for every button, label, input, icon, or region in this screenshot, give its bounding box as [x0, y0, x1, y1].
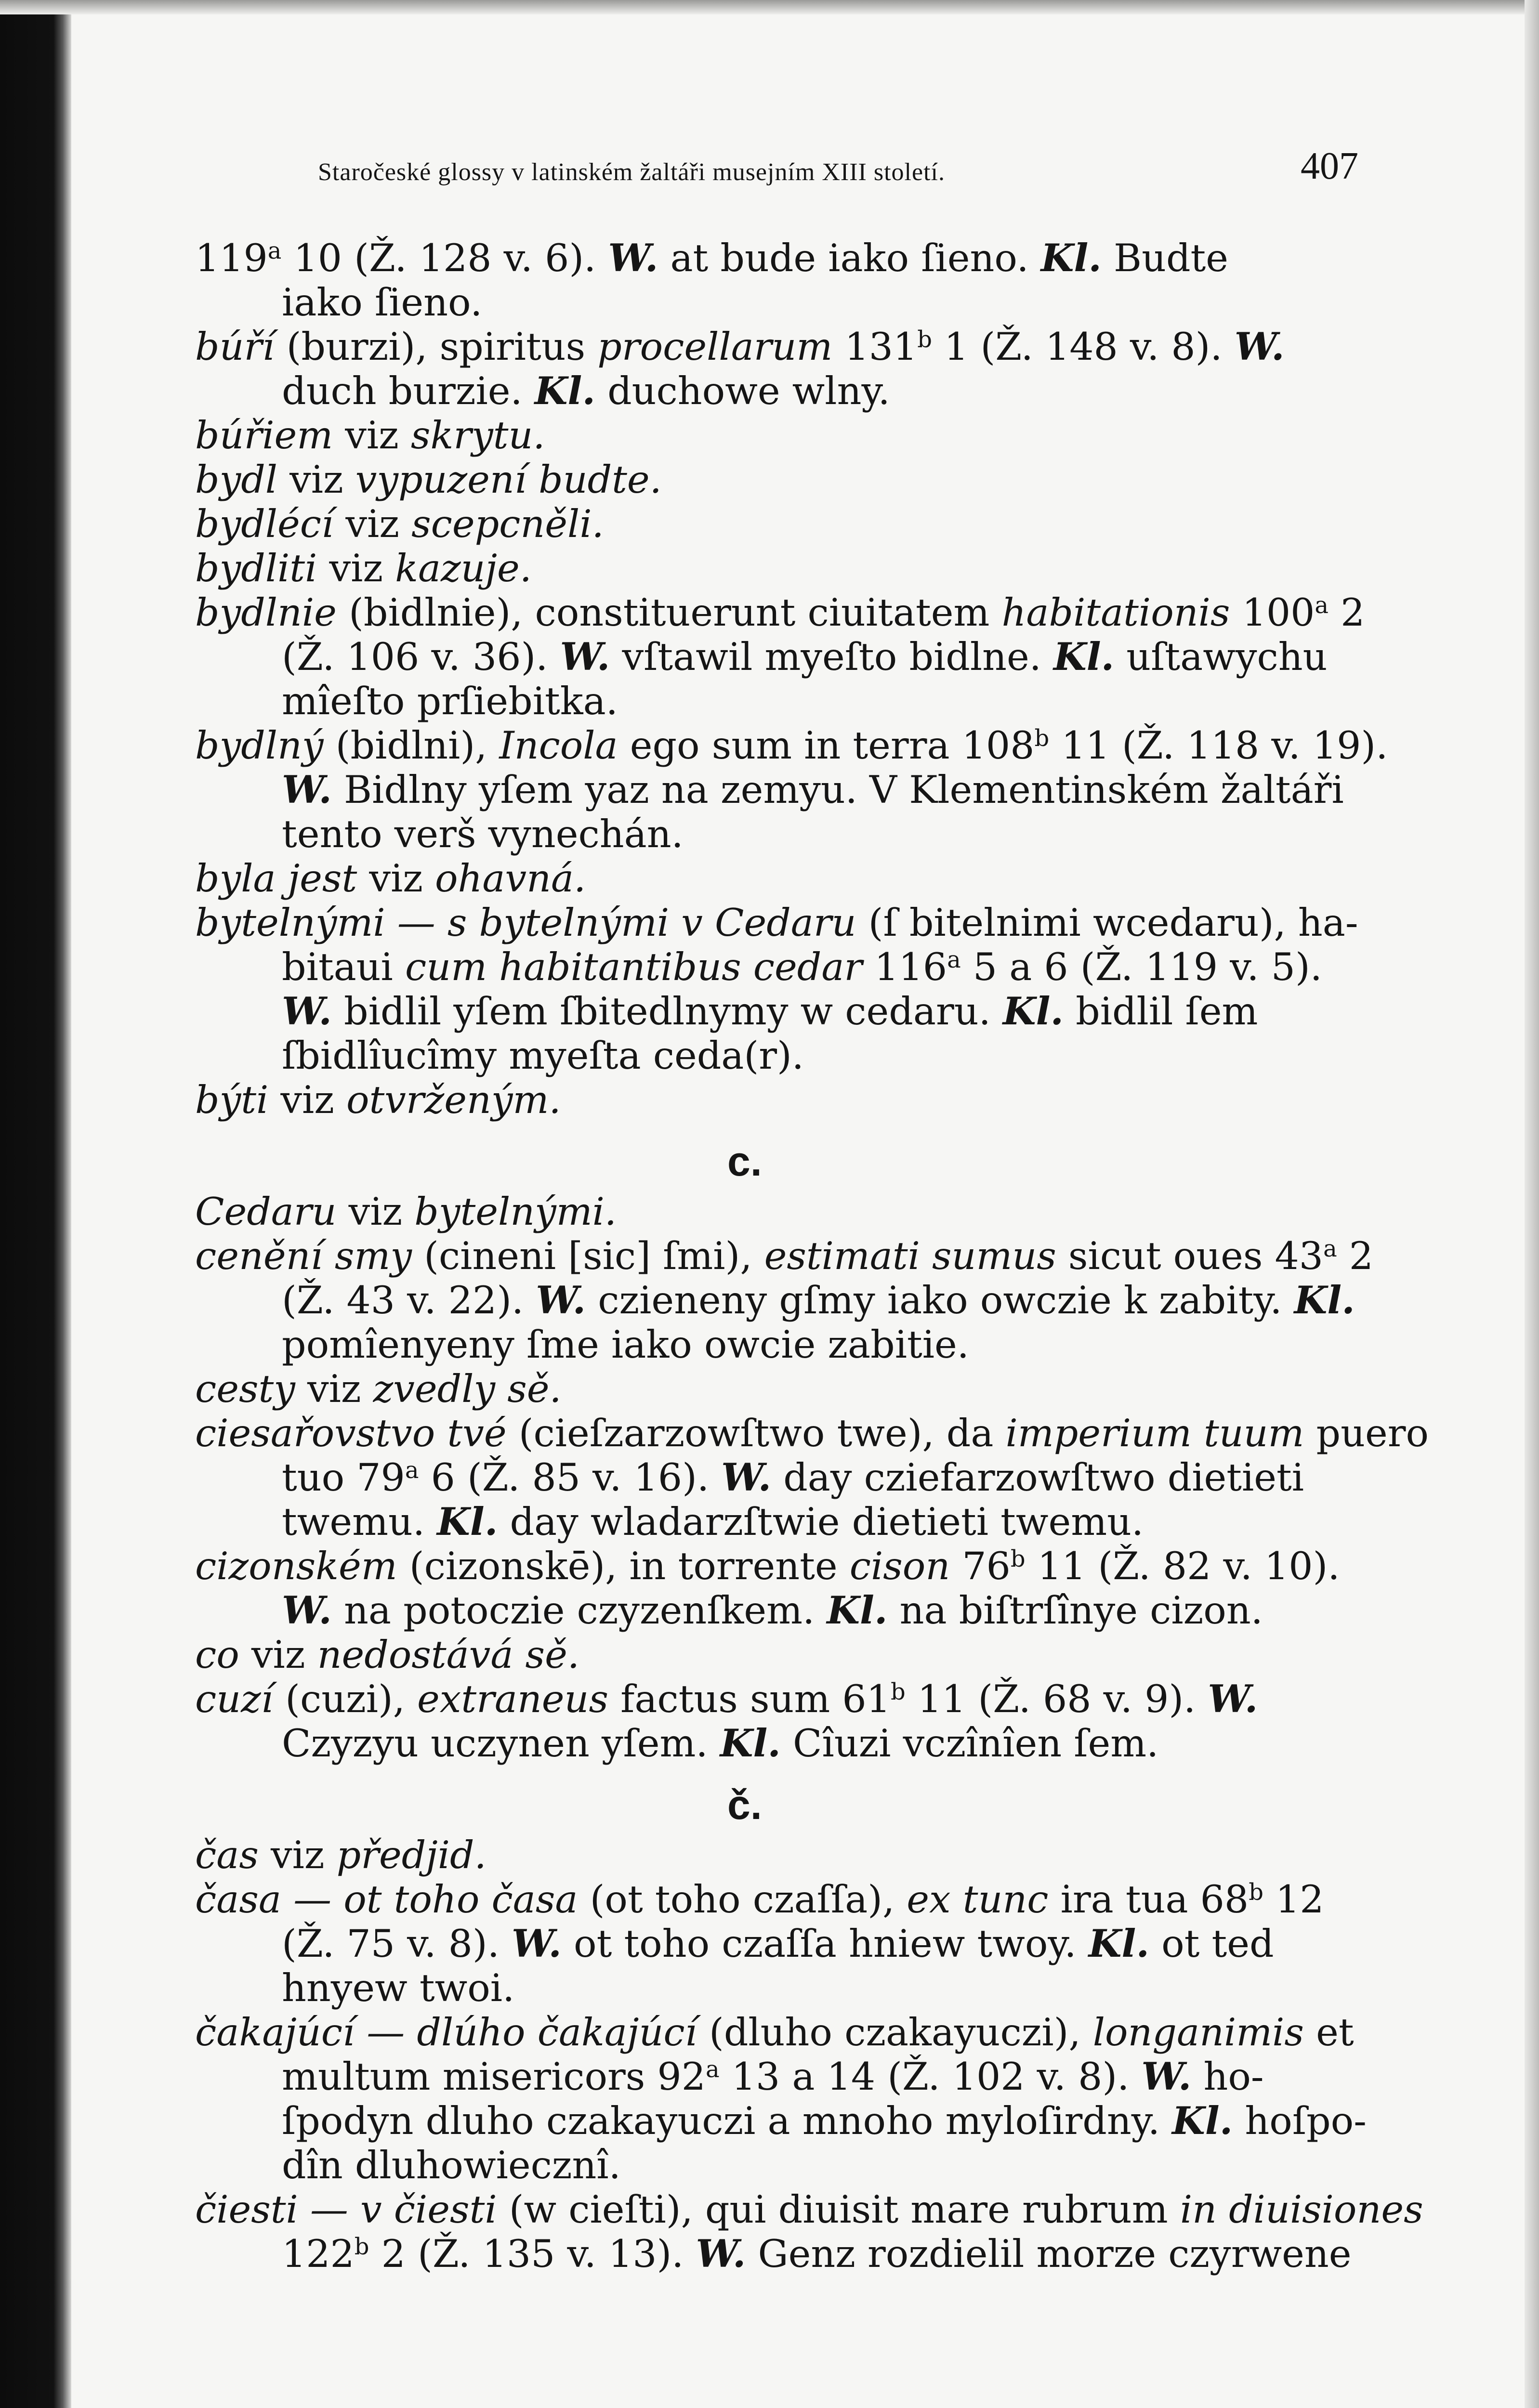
entry-text: ira tua 68 — [1048, 1877, 1249, 1922]
entry-text: mîeſto prſiebitka. — [282, 679, 618, 723]
entry-first-line — [195, 1078, 1356, 1122]
entry-continuation-line — [195, 768, 1356, 812]
entry-text: Genz rozdielil morze czyrwene — [746, 2232, 1352, 2276]
entry-text: viz — [258, 1833, 337, 1877]
entry-text: (bidlnie), constituerunt ciuitatem — [336, 590, 1002, 635]
entry-text: dîn dluhowiecznî. — [282, 2143, 621, 2187]
entry-text: hoſpo- — [1233, 2099, 1367, 2143]
headword: búří — [195, 325, 275, 369]
folio-side-superscript: b — [890, 1678, 906, 1705]
entry-first-line — [195, 1677, 1356, 1721]
entry-text: multum misericors 92 — [282, 2055, 706, 2099]
folio-side-superscript: b — [1249, 1879, 1263, 1906]
latin-or-reference-italic: scepcněli. — [411, 502, 604, 546]
latin-or-reference-italic: vypuzení budte. — [355, 458, 662, 502]
headword: čakajúcí — dlúho čakajúcí — [195, 2010, 697, 2055]
entry-first-line — [195, 590, 1365, 635]
latin-or-reference-italic: ex tunc — [907, 1877, 1049, 1922]
dictionary-entry — [195, 1677, 1356, 1766]
entry-text: (ot toho czaſſa), — [578, 1877, 907, 1922]
dictionary-entry — [195, 2187, 1423, 2276]
entry-first-line — [195, 2187, 1423, 2232]
scan-shadow-right — [1525, 0, 1539, 2408]
entry-first-line — [195, 1411, 1429, 1455]
entry-text: (ſ bitelnimi wcedaru), ha- — [856, 901, 1358, 945]
source-siglum: Kl. — [1294, 1278, 1355, 1322]
entry-text: (dluho czakayuczi), — [697, 2010, 1093, 2055]
entry-continuation-line — [195, 2098, 1367, 2143]
entry-continuation-line — [195, 1588, 1356, 1633]
dictionary-entry — [195, 1633, 1356, 1677]
entry-text: viz — [333, 502, 412, 546]
entry-text: (Ž. 75 v. 8). — [282, 1922, 512, 1966]
entry-text: hnyew twoi. — [282, 1966, 515, 2010]
folio-side-superscript: b — [354, 2233, 369, 2260]
dictionary-entry — [195, 502, 1356, 546]
source-siglum: Kl. — [1053, 634, 1115, 679]
latin-or-reference-italic: procellarum — [597, 325, 833, 369]
headword: bydl — [195, 458, 278, 502]
folio-side-superscript: a — [1315, 592, 1329, 619]
entry-first-line — [195, 1544, 1356, 1588]
headword: co — [195, 1633, 239, 1677]
latin-or-reference-italic: extraneus — [417, 1677, 608, 1721]
source-siglum: W. — [282, 1588, 332, 1633]
dictionary-entry — [195, 546, 1356, 590]
latin-or-reference-italic: zvedly sě. — [373, 1367, 562, 1411]
dictionary-entry — [195, 2010, 1367, 2187]
headword: búřiem — [195, 413, 333, 458]
entry-text: ot ted — [1149, 1922, 1274, 1966]
entry-continuation-line — [195, 280, 1356, 325]
entry-first-line — [195, 1833, 1356, 1877]
folio-side-superscript: a — [1323, 1235, 1337, 1262]
entry-continuation-line — [195, 2232, 1356, 2276]
entry-text: day wladarzſtwie dietieti twemu. — [498, 1500, 1144, 1544]
source-siglum: W. — [282, 989, 332, 1034]
entry-first-line — [195, 546, 1356, 590]
entry-text: viz — [295, 1367, 373, 1411]
entry-text: uſtawychu — [1114, 635, 1328, 679]
entry-text: (w cieſti), qui diuisit mare rubrum — [497, 2187, 1180, 2232]
entry-continuation-line — [195, 1455, 1356, 1500]
entry-first-line — [195, 901, 1356, 945]
entry-continuation-line — [195, 1034, 1356, 1078]
dictionary-entry — [195, 1877, 1356, 2010]
running-header — [318, 144, 1358, 197]
entry-text: Bidlny yſem yaz na zemyu. V Klementinském žaltáři — [331, 768, 1344, 812]
entry-text: at bude iako ſieno. — [658, 236, 1041, 280]
section-heading-cz — [195, 1766, 1356, 1833]
folio-side-superscript: a — [267, 237, 282, 264]
entry-first-line — [195, 1367, 1356, 1411]
entry-text: viz — [336, 1190, 415, 1234]
entry-text: 6 (Ž. 85 v. 16). — [419, 1455, 722, 1500]
entry-text: 116 — [862, 945, 947, 989]
entry-text: (Ž. 106 v. 36). — [282, 635, 560, 679]
dictionary-entry — [195, 1411, 1429, 1544]
entry-text: et — [1303, 2010, 1354, 2055]
latin-or-reference-italic: bytelnými. — [414, 1190, 617, 1234]
entry-text: iako ſieno. — [282, 280, 483, 325]
dictionary-entry — [195, 1833, 1356, 1877]
entry-text: 11 (Ž. 118 v. 19). — [1049, 723, 1388, 768]
dictionary-entry — [195, 458, 1356, 502]
scan-shadow-top — [0, 0, 1539, 14]
folio-side-superscript: b — [1034, 725, 1050, 752]
folio-side-superscript: a — [705, 2056, 720, 2083]
entry-text: vſtawil myeſto bidlne. — [610, 635, 1053, 679]
headword: bydliti — [195, 546, 317, 590]
latin-or-reference-italic: cum habitantibus cedar — [405, 945, 863, 989]
entry-continuation-line — [195, 989, 1356, 1034]
entry-first-line — [195, 413, 1356, 458]
entries-b — [195, 236, 1388, 1122]
entries-cz — [195, 1833, 1423, 2276]
latin-or-reference-italic: ohavná. — [434, 856, 586, 901]
dictionary-entry — [195, 901, 1356, 1078]
source-siglum: W. — [696, 2231, 746, 2276]
source-siglum: W. — [1208, 1676, 1258, 1721]
headword: čas — [195, 1833, 259, 1877]
entry-text: viz — [317, 546, 395, 590]
entry-text: bidlil ſem — [1064, 989, 1258, 1034]
source-siglum: Kl. — [1040, 236, 1102, 280]
entry-text: 13 a 14 (Ž. 102 v. 8). — [719, 2055, 1142, 2099]
latin-or-reference-italic: předjid. — [336, 1833, 487, 1877]
entry-text: bitaui — [282, 945, 405, 989]
entry-text: pomîenyeny ſme iako owcie zabitie. — [282, 1322, 969, 1367]
entry-text: viz — [239, 1633, 317, 1677]
entry-text: (cuzi), — [273, 1677, 418, 1721]
entry-text: (burzi), spiritus — [274, 325, 598, 369]
entry-text: puero — [1304, 1411, 1429, 1455]
latin-or-reference-italic: in diuisiones — [1180, 2187, 1423, 2232]
entry-text: 119 — [195, 236, 268, 280]
entry-continuation-line — [195, 1721, 1356, 1766]
headword: ciesařovstvo tvé — [195, 1411, 507, 1455]
source-siglum: W. — [282, 767, 332, 812]
entry-text: 100 — [1230, 590, 1315, 635]
latin-or-reference-italic: Incola — [499, 723, 618, 768]
entry-text: tento verš vynechán. — [282, 812, 684, 856]
entry-continuation-line — [195, 812, 1356, 856]
dictionary-entry — [195, 1078, 1356, 1122]
entry-text: ſbidlîucîmy myeſta ceda(r). — [282, 1034, 804, 1078]
headword: bydlnie — [195, 590, 337, 635]
latin-or-reference-italic: cison — [849, 1544, 950, 1588]
dictionary-entry — [195, 1544, 1356, 1633]
latin-or-reference-italic: longanimis — [1092, 2010, 1304, 2055]
folio-side-superscript: b — [1010, 1545, 1026, 1572]
entry-text: ſpodyn dluho czakayuczi a mnoho myloſirdny. — [282, 2099, 1172, 2143]
latin-or-reference-italic: imperium tuum — [1005, 1411, 1304, 1455]
source-siglum: Kl. — [720, 1721, 781, 1766]
entry-text: (cizonskē), in torrente — [397, 1544, 850, 1588]
source-siglum: Kl. — [1002, 989, 1064, 1034]
entry-text: ho- — [1191, 2055, 1264, 2099]
folio-side-superscript: a — [405, 1457, 419, 1484]
entry-text: 10 (Ž. 128 v. 6). — [281, 236, 608, 280]
source-siglum: W. — [721, 1455, 772, 1500]
source-siglum: W. — [536, 1278, 586, 1322]
headword: cuzí — [195, 1677, 274, 1721]
entry-first-line — [195, 1190, 1356, 1234]
entry-text: 5 a 6 (Ž. 119 v. 5). — [960, 945, 1322, 989]
entry-text: twemu. — [282, 1500, 437, 1544]
folio-side-superscript: a — [947, 946, 961, 973]
dictionary-entry — [195, 1190, 1356, 1234]
source-siglum: Kl. — [1172, 2098, 1233, 2143]
entry-first-line — [195, 723, 1388, 768]
entry-text: ot toho czaſſa hniew twoy. — [561, 1922, 1089, 1966]
entry-text: Czyzyu uczynen yſem. — [282, 1721, 720, 1766]
section-letter-cz: č. — [727, 1782, 762, 1828]
entry-text: czieneny gſmy iako owczie k zabity. — [586, 1278, 1294, 1322]
entry-text: duchowe wlny. — [595, 369, 890, 413]
entry-text: 2 — [1337, 1234, 1374, 1278]
entry-text: 12 — [1263, 1877, 1324, 1922]
entry-continuation-line — [195, 1322, 1356, 1367]
entry-first-line — [195, 458, 1356, 502]
entry-text: tuo 79 — [282, 1455, 405, 1500]
source-siglum: W. — [608, 236, 658, 280]
source-siglum: Kl. — [534, 368, 595, 413]
headword: cesty — [195, 1367, 295, 1411]
latin-or-reference-italic: nedostává sě. — [317, 1633, 579, 1677]
entry-text: (bidlni), — [323, 723, 500, 768]
source-siglum: W. — [1141, 2054, 1192, 2099]
headword: cizonském — [195, 1544, 397, 1588]
latin-or-reference-italic: habitationis — [1001, 590, 1230, 635]
headword: bydlécí — [195, 502, 334, 546]
source-siglum: W. — [560, 634, 610, 679]
entry-continuation-line — [195, 945, 1356, 989]
entry-first-line — [195, 1633, 1356, 1677]
source-siglum: W. — [511, 1921, 562, 1966]
headword: bydlný — [195, 723, 324, 768]
headword: časa — ot toho časa — [195, 1877, 578, 1922]
headword: býti — [195, 1078, 269, 1122]
entry-first-line — [195, 325, 1356, 369]
entry-first-line — [195, 236, 1356, 280]
dictionary-entry — [195, 236, 1356, 325]
entry-continuation-line — [195, 2143, 1356, 2187]
entry-text: viz — [333, 413, 411, 458]
entry-continuation-line — [195, 1278, 1356, 1322]
dictionary-entry — [195, 590, 1365, 723]
entry-text: 2 — [1328, 590, 1365, 635]
entry-first-line — [195, 502, 1356, 546]
scan-shadow-left — [0, 0, 71, 2408]
latin-or-reference-italic: kazuje. — [395, 546, 532, 590]
entry-text: (cineni [sic] ſmi), — [411, 1234, 764, 1278]
source-siglum: Kl. — [827, 1588, 888, 1633]
entry-continuation-line — [195, 369, 1356, 413]
source-siglum: Kl. — [437, 1499, 498, 1544]
dictionary-entry — [195, 325, 1356, 413]
entry-text: day cziefarzowſtwo dietieti — [771, 1455, 1304, 1500]
entry-text: na biſtrſînye cizon. — [887, 1588, 1263, 1633]
headword: cenění smy — [195, 1234, 412, 1278]
latin-or-reference-italic: otvrženým. — [346, 1078, 561, 1122]
entry-first-line — [195, 1234, 1374, 1278]
entry-text: Cîuzi vczînîen ſem. — [780, 1721, 1159, 1766]
entry-text: ego sum in terra 108 — [618, 723, 1035, 768]
entry-first-line — [195, 2010, 1356, 2055]
entry-first-line — [195, 856, 1356, 901]
entry-text: (Ž. 43 v. 22). — [282, 1278, 536, 1322]
headword: Cedaru — [195, 1190, 337, 1234]
entry-text: na potoczie czyzenſkem. — [331, 1588, 827, 1633]
entry-text: 76 — [950, 1544, 1011, 1588]
headword: byla jest — [195, 856, 357, 901]
entry-text: duch burzie. — [282, 369, 535, 413]
entry-continuation-line — [195, 2055, 1356, 2099]
entry-continuation-line — [195, 1500, 1356, 1544]
entry-continuation-line — [195, 635, 1356, 679]
source-siglum: W. — [1234, 324, 1285, 369]
entry-first-line — [195, 1877, 1356, 1922]
entry-text: viz — [268, 1078, 346, 1122]
dictionary-entry — [195, 413, 1356, 458]
entry-text: bidlil yſem ſbitedlnymy w cedaru. — [331, 989, 1003, 1034]
headword: čiesti — v čiesti — [195, 2187, 497, 2232]
dictionary-entry — [195, 1367, 1356, 1411]
entry-text: 2 (Ž. 135 v. 13). — [369, 2232, 696, 2276]
page-number: 407 — [1301, 145, 1358, 187]
entry-text: 11 (Ž. 68 v. 9). — [905, 1677, 1208, 1721]
section-letter-c: c. — [727, 1139, 762, 1185]
section-heading-c — [195, 1122, 1356, 1190]
dictionary-body — [195, 236, 1429, 2276]
entry-text: sicut oues 43 — [1056, 1234, 1324, 1278]
dictionary-entry — [195, 856, 1356, 901]
folio-side-superscript: b — [917, 326, 932, 353]
entry-continuation-line — [195, 679, 1356, 723]
entry-text: viz — [357, 856, 435, 901]
entry-text: (cieſzarzowſtwo twe), da — [506, 1411, 1006, 1455]
entry-text: 1 (Ž. 148 v. 8). — [932, 325, 1235, 369]
latin-or-reference-italic: estimati sumus — [764, 1234, 1056, 1278]
dictionary-entry — [195, 1234, 1374, 1367]
headword: bytelnými — s bytelnými v Cedaru — [195, 901, 856, 945]
entry-text: factus sum 61 — [608, 1677, 891, 1721]
dictionary-entry — [195, 723, 1388, 856]
entry-text: 122 — [282, 2232, 355, 2276]
source-siglum: Kl. — [1088, 1921, 1149, 1966]
entry-text: 11 (Ž. 82 v. 10). — [1025, 1544, 1340, 1588]
entry-continuation-line — [195, 1922, 1356, 1966]
running-title: Staročeské glossy v latinském žaltáři musejním XIII století. — [318, 158, 945, 186]
latin-or-reference-italic: skrytu. — [410, 413, 545, 458]
entry-continuation-line — [195, 1966, 1356, 2010]
entry-text: 131 — [832, 325, 918, 369]
entry-text: viz — [277, 458, 355, 502]
entry-text: Budte — [1101, 236, 1229, 280]
entries-c — [195, 1190, 1429, 1766]
